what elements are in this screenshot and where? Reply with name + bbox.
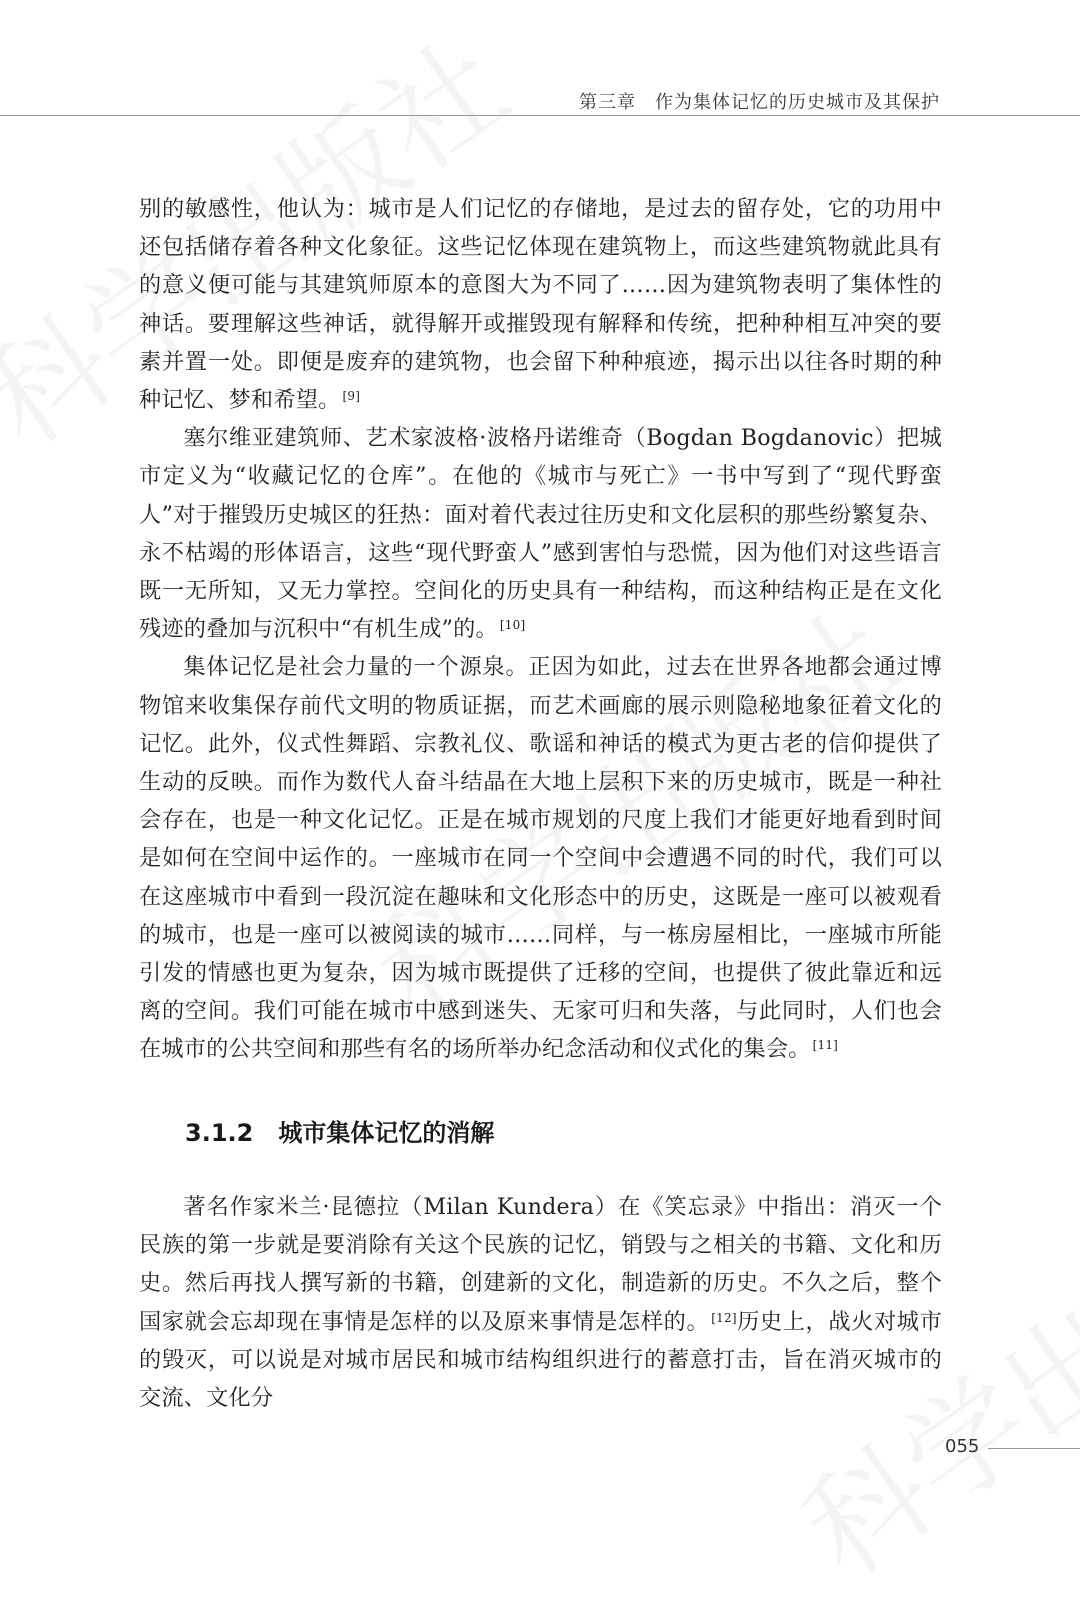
running-head: 第三章 作为集体记忆的历史城市及其保护 (579, 92, 940, 113)
paragraph: 著名作家米兰·昆德拉（Milan Kundera）在《笑忘录》中指出：消灭一个民族的第一步就是要消除有关这个民族的记忆，销毁与之相关的书籍、文化和历史。然后再找人撰写新的书籍，创建新的文化，制造新的历史。不久之后，整个国家就会忘却现在事情是怎样的以及原来事情是怎样的。 [12]历史上，战火对城市的毁灭，可以说是对城市居民和城市结构组织进行的蓄意打击，旨在消灭城市的交流、文化分 (139, 1194, 942, 1412)
footnote-reference: [12] (711, 1310, 737, 1325)
footer-rule (988, 1448, 1080, 1449)
body-text-part2 (139, 1188, 942, 1417)
paragraph: 集体记忆是社会力量的一个源泉。正因为如此，过去在世界各地都会通过博物馆来收集保存前代文明的物质证据，而艺术画廊的展示则隐秘地象征着文化的记忆。此外，仪式性舞蹈、宗教礼仪、歌谣和神话的模式为更古老的信仰提供了生动的反映。而作为数代人奋斗结晶在大地上层积下来的历史城市，既是一种社会存在，也是一种文化记忆。正是在城市规划的尺度上我们才能更好地看到时间是如何在空间中运作的。一座城市在同一个空间中会遭遇不同的时代，我们可以在这座城市中看到一段沉淀在趣味和文化形态中的历史，这既是一座可以被观看的城市，也是一座可以被阅读的城市……同样，与一栋房屋相比，一座城市所能引发的情感也更为复杂，因为城市既提供了迁移的空间，也提供了彼此靠近和远离的空间。我们可能在城市中感到迷失、无家可归和失落，与此同时，人们也会在城市的公共空间和那些有名的场所举办纪念活动和仪式化的集会。 [11] (139, 654, 942, 1063)
section-number: 3.1.2 (185, 1119, 254, 1147)
footnote-reference: [9] (342, 389, 361, 404)
header-rule (0, 115, 1080, 116)
section-heading (185, 1113, 494, 1148)
body-text-part1 (139, 190, 942, 1069)
paragraph: 塞尔维亚建筑师、艺术家波格·波格丹诺维奇（Bogdan Bogdanovic）把城市定义为“收藏记忆的仓库”。在他的《城市与死亡》一书中写到了“现代野蛮人”对于摧毁历史城区的狂热：面对着代表过往历史和文化层积的那些纷繁复杂、永不枯竭的形体语言，这些“现代野蛮人”感到害怕与恐慌，因为他们对这些语言既一无所知，又无力掌控。空间化的历史具有一种结构，而这种结构正是在文化残迹的叠加与沉积中“有机生成”的。 [10] (139, 425, 942, 643)
section-title: 城市集体记忆的消解 (278, 1119, 495, 1147)
footnote-reference: [11] (812, 1038, 839, 1053)
footnote-reference: [10] (499, 618, 526, 633)
page-number: 055 (945, 1436, 980, 1457)
paragraph: 别的敏感性，他认为：城市是人们记忆的存储地，是过去的留存处，它的功用中还包括储存着各种文化象征。这些记忆体现在建筑物上，而这些建筑物就此具有的意义便可能与其建筑师原本的意图大为不同了……因为建筑物表明了集体性的神话。要理解这些神话，就得解开或摧毁现有解释和传统，把种种相互冲突的要素并置一处。即便是废弃的建筑物，也会留下种种痕迹，揭示出以往各时期的种种记忆、梦和希望。 [9] (139, 196, 942, 414)
